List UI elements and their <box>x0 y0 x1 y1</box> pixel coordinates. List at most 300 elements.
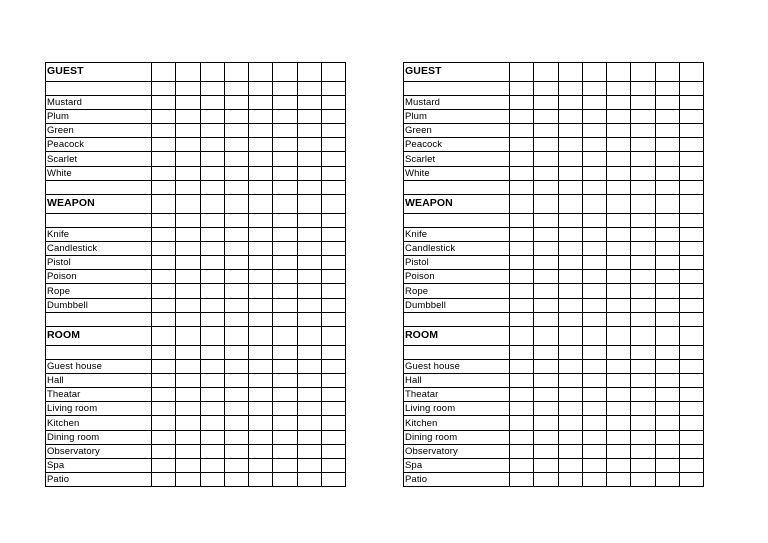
checkbox-cell[interactable] <box>322 388 346 402</box>
checkbox-cell[interactable] <box>510 359 534 373</box>
checkbox-cell[interactable] <box>607 138 631 152</box>
checkbox-cell[interactable] <box>655 180 679 194</box>
checkbox-cell[interactable] <box>655 95 679 109</box>
checkbox-cell[interactable] <box>534 444 558 458</box>
checkbox-cell[interactable] <box>607 312 631 326</box>
checkbox-cell[interactable] <box>322 459 346 473</box>
checkbox-cell[interactable] <box>534 63 558 82</box>
checkbox-cell[interactable] <box>582 388 606 402</box>
checkbox-cell[interactable] <box>322 473 346 487</box>
checkbox-cell[interactable] <box>224 152 248 166</box>
checkbox-cell[interactable] <box>200 284 224 298</box>
checkbox-cell[interactable] <box>558 345 582 359</box>
checkbox-cell[interactable] <box>558 430 582 444</box>
checkbox-cell[interactable] <box>273 166 297 180</box>
checkbox-cell[interactable] <box>582 402 606 416</box>
checkbox-cell[interactable] <box>558 402 582 416</box>
checkbox-cell[interactable] <box>224 195 248 214</box>
checkbox-cell[interactable] <box>322 241 346 255</box>
checkbox-cell[interactable] <box>534 95 558 109</box>
checkbox-cell[interactable] <box>655 166 679 180</box>
checkbox-cell[interactable] <box>273 63 297 82</box>
checkbox-cell[interactable] <box>249 109 273 123</box>
checkbox-cell[interactable] <box>534 152 558 166</box>
checkbox-cell[interactable] <box>510 459 534 473</box>
checkbox-cell[interactable] <box>249 81 273 95</box>
checkbox-cell[interactable] <box>510 312 534 326</box>
checkbox-cell[interactable] <box>510 195 534 214</box>
checkbox-cell[interactable] <box>322 359 346 373</box>
checkbox-cell[interactable] <box>680 152 704 166</box>
checkbox-cell[interactable] <box>297 402 321 416</box>
checkbox-cell[interactable] <box>680 180 704 194</box>
checkbox-cell[interactable] <box>558 227 582 241</box>
checkbox-cell[interactable] <box>631 138 655 152</box>
checkbox-cell[interactable] <box>510 444 534 458</box>
checkbox-cell[interactable] <box>655 345 679 359</box>
checkbox-cell[interactable] <box>558 444 582 458</box>
checkbox-cell[interactable] <box>655 63 679 82</box>
checkbox-cell[interactable] <box>582 359 606 373</box>
checkbox-cell[interactable] <box>558 95 582 109</box>
checkbox-cell[interactable] <box>655 227 679 241</box>
checkbox-cell[interactable] <box>558 81 582 95</box>
checkbox-cell[interactable] <box>273 402 297 416</box>
checkbox-cell[interactable] <box>582 473 606 487</box>
checkbox-cell[interactable] <box>297 359 321 373</box>
checkbox-cell[interactable] <box>273 227 297 241</box>
checkbox-cell[interactable] <box>200 345 224 359</box>
checkbox-cell[interactable] <box>249 388 273 402</box>
checkbox-cell[interactable] <box>510 63 534 82</box>
checkbox-cell[interactable] <box>680 256 704 270</box>
checkbox-cell[interactable] <box>176 430 200 444</box>
checkbox-cell[interactable] <box>534 327 558 346</box>
checkbox-cell[interactable] <box>534 138 558 152</box>
checkbox-cell[interactable] <box>224 388 248 402</box>
checkbox-cell[interactable] <box>200 152 224 166</box>
checkbox-cell[interactable] <box>631 195 655 214</box>
checkbox-cell[interactable] <box>200 195 224 214</box>
checkbox-cell[interactable] <box>655 373 679 387</box>
checkbox-cell[interactable] <box>322 256 346 270</box>
checkbox-cell[interactable] <box>322 138 346 152</box>
checkbox-cell[interactable] <box>200 81 224 95</box>
checkbox-cell[interactable] <box>224 373 248 387</box>
checkbox-cell[interactable] <box>680 312 704 326</box>
checkbox-cell[interactable] <box>152 388 176 402</box>
checkbox-cell[interactable] <box>607 345 631 359</box>
checkbox-cell[interactable] <box>322 95 346 109</box>
checkbox-cell[interactable] <box>176 195 200 214</box>
checkbox-cell[interactable] <box>297 241 321 255</box>
checkbox-cell[interactable] <box>224 138 248 152</box>
checkbox-cell[interactable] <box>273 241 297 255</box>
checkbox-cell[interactable] <box>582 95 606 109</box>
checkbox-cell[interactable] <box>655 270 679 284</box>
checkbox-cell[interactable] <box>200 359 224 373</box>
checkbox-cell[interactable] <box>297 298 321 312</box>
checkbox-cell[interactable] <box>582 63 606 82</box>
checkbox-cell[interactable] <box>224 359 248 373</box>
checkbox-cell[interactable] <box>176 227 200 241</box>
checkbox-cell[interactable] <box>655 444 679 458</box>
checkbox-cell[interactable] <box>273 430 297 444</box>
checkbox-cell[interactable] <box>631 402 655 416</box>
checkbox-cell[interactable] <box>176 166 200 180</box>
checkbox-cell[interactable] <box>607 180 631 194</box>
checkbox-cell[interactable] <box>249 124 273 138</box>
checkbox-cell[interactable] <box>631 270 655 284</box>
checkbox-cell[interactable] <box>510 416 534 430</box>
checkbox-cell[interactable] <box>534 213 558 227</box>
checkbox-cell[interactable] <box>558 195 582 214</box>
checkbox-cell[interactable] <box>176 473 200 487</box>
checkbox-cell[interactable] <box>510 81 534 95</box>
checkbox-cell[interactable] <box>510 256 534 270</box>
checkbox-cell[interactable] <box>607 109 631 123</box>
checkbox-cell[interactable] <box>558 416 582 430</box>
checkbox-cell[interactable] <box>655 402 679 416</box>
checkbox-cell[interactable] <box>152 345 176 359</box>
checkbox-cell[interactable] <box>273 124 297 138</box>
checkbox-cell[interactable] <box>176 402 200 416</box>
checkbox-cell[interactable] <box>680 241 704 255</box>
checkbox-cell[interactable] <box>224 312 248 326</box>
checkbox-cell[interactable] <box>510 284 534 298</box>
checkbox-cell[interactable] <box>582 166 606 180</box>
checkbox-cell[interactable] <box>631 388 655 402</box>
checkbox-cell[interactable] <box>273 81 297 95</box>
checkbox-cell[interactable] <box>558 63 582 82</box>
checkbox-cell[interactable] <box>249 166 273 180</box>
checkbox-cell[interactable] <box>655 213 679 227</box>
checkbox-cell[interactable] <box>558 298 582 312</box>
checkbox-cell[interactable] <box>680 213 704 227</box>
checkbox-cell[interactable] <box>631 166 655 180</box>
checkbox-cell[interactable] <box>297 444 321 458</box>
checkbox-cell[interactable] <box>273 152 297 166</box>
checkbox-cell[interactable] <box>558 241 582 255</box>
checkbox-cell[interactable] <box>152 63 176 82</box>
checkbox-cell[interactable] <box>322 402 346 416</box>
checkbox-cell[interactable] <box>152 459 176 473</box>
checkbox-cell[interactable] <box>558 388 582 402</box>
checkbox-cell[interactable] <box>534 402 558 416</box>
checkbox-cell[interactable] <box>582 213 606 227</box>
checkbox-cell[interactable] <box>680 166 704 180</box>
checkbox-cell[interactable] <box>680 81 704 95</box>
checkbox-cell[interactable] <box>631 327 655 346</box>
checkbox-cell[interactable] <box>273 138 297 152</box>
checkbox-cell[interactable] <box>582 416 606 430</box>
checkbox-cell[interactable] <box>607 95 631 109</box>
checkbox-cell[interactable] <box>322 444 346 458</box>
checkbox-cell[interactable] <box>297 227 321 241</box>
checkbox-cell[interactable] <box>152 298 176 312</box>
checkbox-cell[interactable] <box>273 473 297 487</box>
checkbox-cell[interactable] <box>607 124 631 138</box>
checkbox-cell[interactable] <box>534 416 558 430</box>
checkbox-cell[interactable] <box>607 81 631 95</box>
checkbox-cell[interactable] <box>322 327 346 346</box>
checkbox-cell[interactable] <box>607 166 631 180</box>
checkbox-cell[interactable] <box>582 327 606 346</box>
checkbox-cell[interactable] <box>322 124 346 138</box>
checkbox-cell[interactable] <box>607 327 631 346</box>
checkbox-cell[interactable] <box>224 430 248 444</box>
checkbox-cell[interactable] <box>176 388 200 402</box>
checkbox-cell[interactable] <box>631 373 655 387</box>
checkbox-cell[interactable] <box>152 430 176 444</box>
checkbox-cell[interactable] <box>152 227 176 241</box>
checkbox-cell[interactable] <box>273 180 297 194</box>
checkbox-cell[interactable] <box>510 152 534 166</box>
checkbox-cell[interactable] <box>152 180 176 194</box>
checkbox-cell[interactable] <box>534 359 558 373</box>
checkbox-cell[interactable] <box>534 180 558 194</box>
checkbox-cell[interactable] <box>655 124 679 138</box>
checkbox-cell[interactable] <box>582 459 606 473</box>
checkbox-cell[interactable] <box>655 416 679 430</box>
checkbox-cell[interactable] <box>631 256 655 270</box>
checkbox-cell[interactable] <box>680 95 704 109</box>
checkbox-cell[interactable] <box>680 473 704 487</box>
checkbox-cell[interactable] <box>607 430 631 444</box>
checkbox-cell[interactable] <box>297 180 321 194</box>
checkbox-cell[interactable] <box>322 195 346 214</box>
checkbox-cell[interactable] <box>607 256 631 270</box>
checkbox-cell[interactable] <box>297 345 321 359</box>
checkbox-cell[interactable] <box>607 63 631 82</box>
checkbox-cell[interactable] <box>558 270 582 284</box>
checkbox-cell[interactable] <box>152 373 176 387</box>
checkbox-cell[interactable] <box>249 227 273 241</box>
checkbox-cell[interactable] <box>510 180 534 194</box>
checkbox-cell[interactable] <box>534 227 558 241</box>
checkbox-cell[interactable] <box>176 152 200 166</box>
checkbox-cell[interactable] <box>200 180 224 194</box>
checkbox-cell[interactable] <box>534 312 558 326</box>
checkbox-cell[interactable] <box>582 284 606 298</box>
checkbox-cell[interactable] <box>152 166 176 180</box>
checkbox-cell[interactable] <box>607 388 631 402</box>
checkbox-cell[interactable] <box>176 284 200 298</box>
checkbox-cell[interactable] <box>655 430 679 444</box>
checkbox-cell[interactable] <box>558 312 582 326</box>
checkbox-cell[interactable] <box>534 298 558 312</box>
checkbox-cell[interactable] <box>582 124 606 138</box>
checkbox-cell[interactable] <box>273 373 297 387</box>
checkbox-cell[interactable] <box>558 138 582 152</box>
checkbox-cell[interactable] <box>176 327 200 346</box>
checkbox-cell[interactable] <box>322 166 346 180</box>
checkbox-cell[interactable] <box>322 227 346 241</box>
checkbox-cell[interactable] <box>582 444 606 458</box>
checkbox-cell[interactable] <box>224 241 248 255</box>
checkbox-cell[interactable] <box>680 109 704 123</box>
checkbox-cell[interactable] <box>631 227 655 241</box>
checkbox-cell[interactable] <box>655 241 679 255</box>
checkbox-cell[interactable] <box>558 359 582 373</box>
checkbox-cell[interactable] <box>322 180 346 194</box>
checkbox-cell[interactable] <box>510 298 534 312</box>
checkbox-cell[interactable] <box>200 256 224 270</box>
checkbox-cell[interactable] <box>534 124 558 138</box>
checkbox-cell[interactable] <box>224 444 248 458</box>
checkbox-cell[interactable] <box>297 284 321 298</box>
checkbox-cell[interactable] <box>200 459 224 473</box>
checkbox-cell[interactable] <box>273 95 297 109</box>
checkbox-cell[interactable] <box>680 298 704 312</box>
checkbox-cell[interactable] <box>224 345 248 359</box>
checkbox-cell[interactable] <box>273 195 297 214</box>
checkbox-cell[interactable] <box>680 430 704 444</box>
checkbox-cell[interactable] <box>680 227 704 241</box>
checkbox-cell[interactable] <box>558 373 582 387</box>
checkbox-cell[interactable] <box>152 81 176 95</box>
checkbox-cell[interactable] <box>249 256 273 270</box>
checkbox-cell[interactable] <box>200 95 224 109</box>
checkbox-cell[interactable] <box>273 270 297 284</box>
checkbox-cell[interactable] <box>510 227 534 241</box>
checkbox-cell[interactable] <box>655 359 679 373</box>
checkbox-cell[interactable] <box>631 459 655 473</box>
checkbox-cell[interactable] <box>631 430 655 444</box>
checkbox-cell[interactable] <box>582 241 606 255</box>
checkbox-cell[interactable] <box>249 180 273 194</box>
checkbox-cell[interactable] <box>297 327 321 346</box>
checkbox-cell[interactable] <box>297 95 321 109</box>
checkbox-cell[interactable] <box>200 63 224 82</box>
checkbox-cell[interactable] <box>534 284 558 298</box>
checkbox-cell[interactable] <box>152 241 176 255</box>
checkbox-cell[interactable] <box>322 284 346 298</box>
checkbox-cell[interactable] <box>582 227 606 241</box>
checkbox-cell[interactable] <box>152 284 176 298</box>
checkbox-cell[interactable] <box>176 63 200 82</box>
checkbox-cell[interactable] <box>607 473 631 487</box>
checkbox-cell[interactable] <box>510 430 534 444</box>
checkbox-cell[interactable] <box>582 138 606 152</box>
checkbox-cell[interactable] <box>655 312 679 326</box>
checkbox-cell[interactable] <box>297 312 321 326</box>
checkbox-cell[interactable] <box>176 298 200 312</box>
checkbox-cell[interactable] <box>249 63 273 82</box>
checkbox-cell[interactable] <box>582 270 606 284</box>
checkbox-cell[interactable] <box>680 459 704 473</box>
checkbox-cell[interactable] <box>680 138 704 152</box>
checkbox-cell[interactable] <box>249 138 273 152</box>
checkbox-cell[interactable] <box>510 213 534 227</box>
checkbox-cell[interactable] <box>224 81 248 95</box>
checkbox-cell[interactable] <box>249 95 273 109</box>
checkbox-cell[interactable] <box>249 473 273 487</box>
checkbox-cell[interactable] <box>200 124 224 138</box>
checkbox-cell[interactable] <box>224 180 248 194</box>
checkbox-cell[interactable] <box>297 459 321 473</box>
checkbox-cell[interactable] <box>322 373 346 387</box>
checkbox-cell[interactable] <box>176 444 200 458</box>
checkbox-cell[interactable] <box>249 373 273 387</box>
checkbox-cell[interactable] <box>680 195 704 214</box>
checkbox-cell[interactable] <box>249 402 273 416</box>
checkbox-cell[interactable] <box>224 227 248 241</box>
checkbox-cell[interactable] <box>249 195 273 214</box>
checkbox-cell[interactable] <box>249 312 273 326</box>
checkbox-cell[interactable] <box>176 213 200 227</box>
checkbox-cell[interactable] <box>152 402 176 416</box>
checkbox-cell[interactable] <box>249 298 273 312</box>
checkbox-cell[interactable] <box>680 444 704 458</box>
checkbox-cell[interactable] <box>273 256 297 270</box>
checkbox-cell[interactable] <box>224 402 248 416</box>
checkbox-cell[interactable] <box>200 388 224 402</box>
checkbox-cell[interactable] <box>631 81 655 95</box>
checkbox-cell[interactable] <box>152 312 176 326</box>
checkbox-cell[interactable] <box>224 63 248 82</box>
checkbox-cell[interactable] <box>200 327 224 346</box>
checkbox-cell[interactable] <box>224 416 248 430</box>
checkbox-cell[interactable] <box>510 166 534 180</box>
checkbox-cell[interactable] <box>297 373 321 387</box>
checkbox-cell[interactable] <box>510 402 534 416</box>
checkbox-cell[interactable] <box>582 256 606 270</box>
checkbox-cell[interactable] <box>558 109 582 123</box>
checkbox-cell[interactable] <box>631 416 655 430</box>
checkbox-cell[interactable] <box>680 124 704 138</box>
checkbox-cell[interactable] <box>558 180 582 194</box>
checkbox-cell[interactable] <box>152 327 176 346</box>
checkbox-cell[interactable] <box>297 166 321 180</box>
checkbox-cell[interactable] <box>152 95 176 109</box>
checkbox-cell[interactable] <box>224 270 248 284</box>
checkbox-cell[interactable] <box>558 284 582 298</box>
checkbox-cell[interactable] <box>322 213 346 227</box>
checkbox-cell[interactable] <box>249 213 273 227</box>
checkbox-cell[interactable] <box>249 430 273 444</box>
checkbox-cell[interactable] <box>534 109 558 123</box>
checkbox-cell[interactable] <box>655 388 679 402</box>
checkbox-cell[interactable] <box>273 327 297 346</box>
checkbox-cell[interactable] <box>607 241 631 255</box>
checkbox-cell[interactable] <box>582 152 606 166</box>
checkbox-cell[interactable] <box>297 388 321 402</box>
checkbox-cell[interactable] <box>680 416 704 430</box>
checkbox-cell[interactable] <box>297 270 321 284</box>
checkbox-cell[interactable] <box>534 373 558 387</box>
checkbox-cell[interactable] <box>224 109 248 123</box>
checkbox-cell[interactable] <box>631 241 655 255</box>
checkbox-cell[interactable] <box>655 152 679 166</box>
checkbox-cell[interactable] <box>200 402 224 416</box>
checkbox-cell[interactable] <box>680 373 704 387</box>
checkbox-cell[interactable] <box>680 63 704 82</box>
checkbox-cell[interactable] <box>558 124 582 138</box>
checkbox-cell[interactable] <box>249 284 273 298</box>
checkbox-cell[interactable] <box>200 227 224 241</box>
checkbox-cell[interactable] <box>273 359 297 373</box>
checkbox-cell[interactable] <box>273 298 297 312</box>
checkbox-cell[interactable] <box>607 416 631 430</box>
checkbox-cell[interactable] <box>273 459 297 473</box>
checkbox-cell[interactable] <box>655 298 679 312</box>
checkbox-cell[interactable] <box>510 388 534 402</box>
checkbox-cell[interactable] <box>297 109 321 123</box>
checkbox-cell[interactable] <box>152 359 176 373</box>
checkbox-cell[interactable] <box>200 138 224 152</box>
checkbox-cell[interactable] <box>176 241 200 255</box>
